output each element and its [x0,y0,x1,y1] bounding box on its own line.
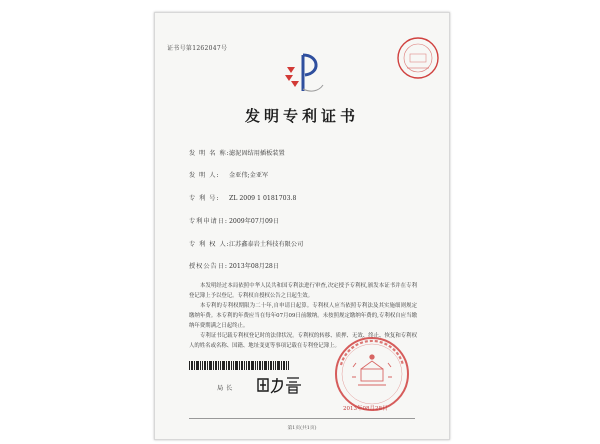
page-number: 第1页(共1页) [287,426,317,431]
field-label: 发 明 人: [189,172,220,179]
body-paragraph: 本发明经过本局依照中华人民共和国专利法进行审查,决定授予专利权,颁发本证书并在专利登记簿上予以登记。专利权自授权公告之日起生效。 [189,283,417,299]
certificate-title: 发明专利证书 [244,107,359,125]
field-patent-number [189,193,296,202]
field-label: 专 利 号: [189,195,220,202]
field-value: 2009年07月09日 [228,218,280,225]
field-value: 江苏鑫泰岩土科技有限公司 [228,241,304,248]
barcode-icon [189,361,289,370]
field-value: 2013年08月28日 [228,263,280,270]
seal-date: 2013年08月28日 [343,406,388,412]
field-label: 专 利 权 人: [189,241,230,248]
field-label: 专利申请日: [189,218,229,225]
body-paragraph: 专利证书记载专利权登记时的法律状况。专利权的转移、质押、无效、终止、恢复和专利权人的姓名或名称、国籍、地址变更等事项记载在专利登记簿上。 [189,333,417,349]
signature-icon [255,373,305,395]
field-label: 发 明 名 称: [189,150,230,157]
patent-office-logo-icon [281,51,325,97]
national-seal-icon [333,335,411,413]
field-patentee [189,239,303,248]
certificate-page [154,12,450,440]
field-inventor [189,170,268,179]
certificate-number: 证书号第1262047号 [167,45,228,52]
field-application-date [189,216,279,225]
field-grant-date [189,261,279,270]
field-value: 金亚伟;金亚军 [228,172,269,179]
field-value: 滤泥固结用插板装置 [228,150,285,157]
field-value: ZL 2009 1 0181703.8 [228,195,297,202]
field-invention-name [189,148,285,157]
footer-divider [189,418,415,419]
body-paragraph: 本专利的专利权期限为二十年,自申请日起算。专利权人应当依照专利法及其实施细则规定缴纳年费。本专利的年费应当在每年07月09日前缴纳。未按照规定缴纳年费的,专利权自应当缴纳年费期满之日起终止。 [189,303,417,329]
field-label: 授权公告日: [189,263,229,270]
signature-label: 局长 [217,385,236,392]
red-seal-icon [395,35,441,81]
